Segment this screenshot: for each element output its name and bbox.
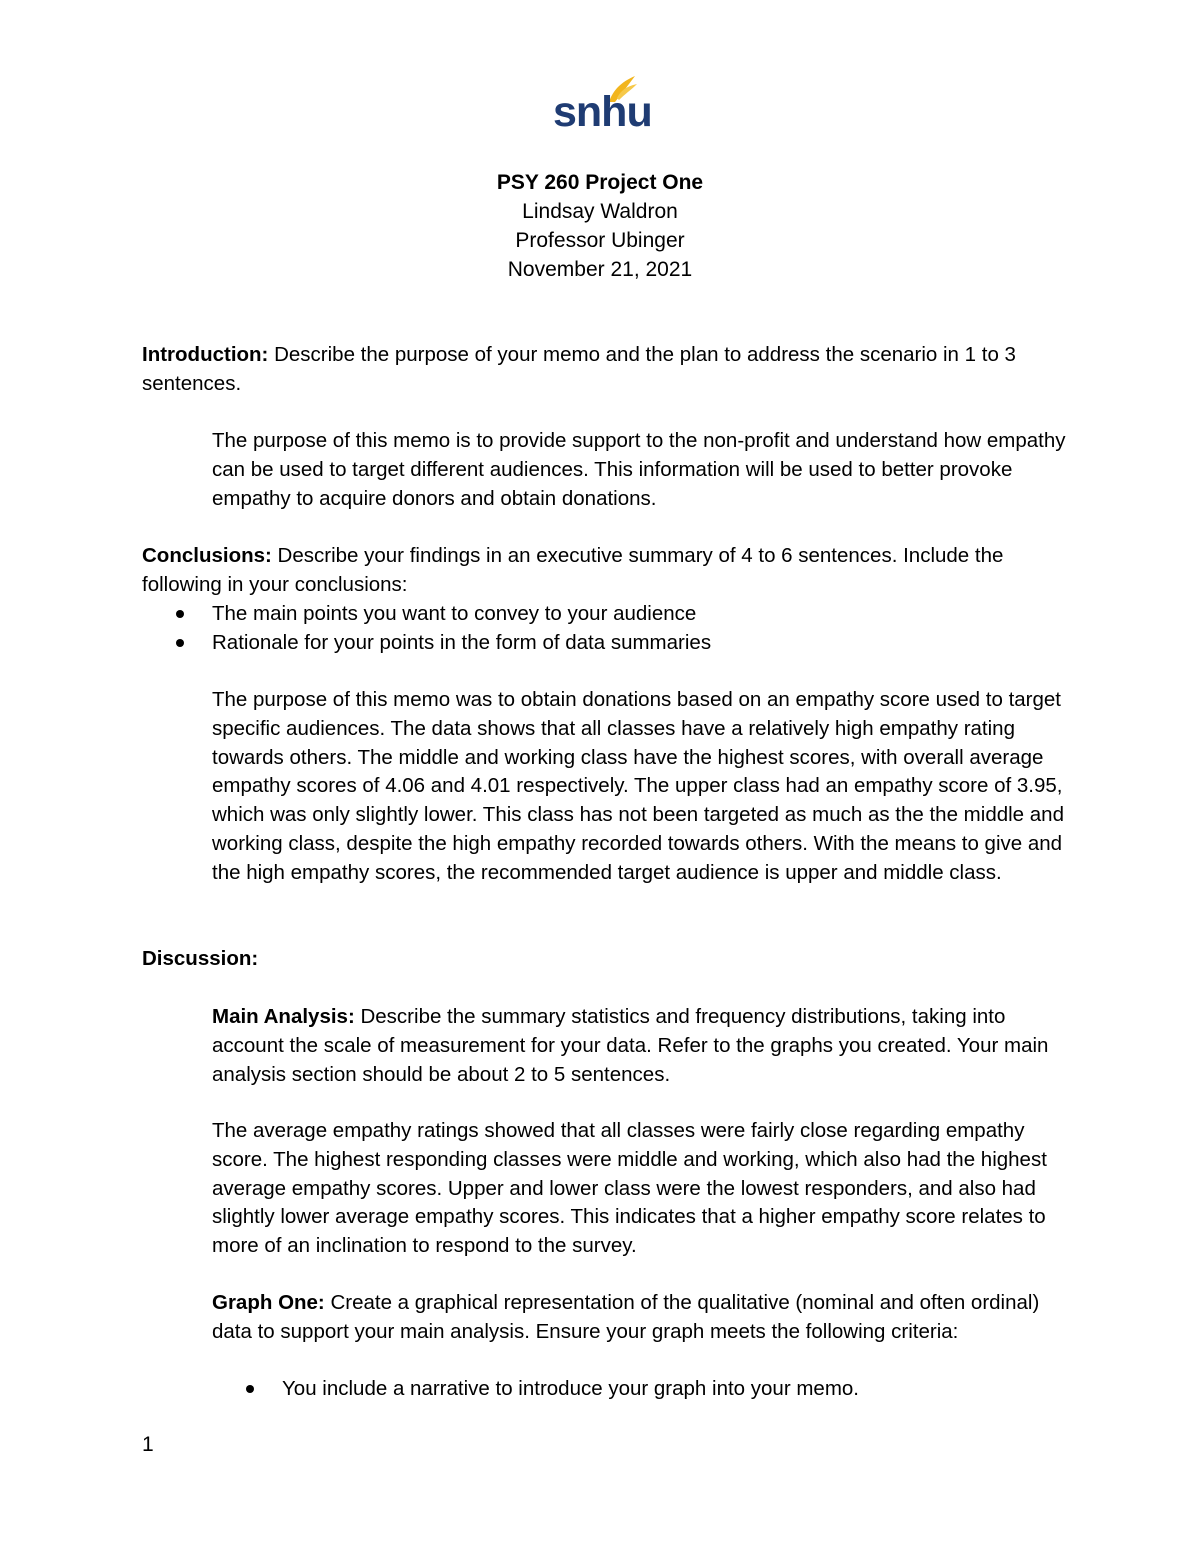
main-analysis-prompt — [212, 1003, 1072, 1089]
bullet-icon — [176, 639, 184, 647]
graph-one-prompt — [212, 1289, 1072, 1347]
conclusions-response: The purpose of this memo was to obtain donations based on an empathy score used to target specific audiences. The data shows that all classes have a relatively high empathy rating towards others. The middle and working class have the highest scores, with overall average empathy scores of 4.06 and 4.01 respectively. The upper class had an empathy score of 3.95, which was only slightly lower. This class has not been targeted as much as the the middle and working class, despite the high empathy recorded towards others. With the means to give and the high empathy scores, the recommended target audience is upper and middle class. — [212, 688, 1064, 884]
introduction-label: Introduction: — [142, 343, 269, 366]
discussion-heading: Discussion: — [142, 947, 259, 970]
conclusions-prompt-text: Describe your findings in an executive summary of 4 to 6 sentences. Include the following in your conclusions: — [142, 544, 1004, 596]
professor-name: Professor Ubinger — [515, 229, 685, 252]
author-name: Lindsay Waldron — [522, 200, 678, 223]
snhu-logo — [553, 72, 652, 136]
graph-one-label: Graph One: — [212, 1291, 325, 1314]
list-item: You include a narrative to introduce your graph into your memo. — [242, 1375, 1072, 1404]
conclusions-bullet-list — [172, 600, 1072, 658]
bullet-icon — [246, 1385, 254, 1393]
introduction-prompt-text: Describe the purpose of your memo and the plan to address the scenario in 1 to 3 sentences. — [142, 343, 1016, 395]
page-number: 1 — [142, 1433, 154, 1456]
logo-wordmark: snhu — [553, 88, 652, 136]
document-date: November 21, 2021 — [507, 258, 693, 281]
main-analysis-response: The average empathy ratings showed that all classes were fairly close regarding empathy score. The highest responding classes were middle and working, which also had the highest average empathy scores. Upper and lower class were the lowest responders, and also had slightly lower average empathy scores. This indicates that a higher empathy score relates to more of an inclination to respond to the survey. — [212, 1119, 1047, 1258]
bullet-icon — [176, 610, 184, 618]
document-title: PSY 260 Project One — [496, 171, 704, 194]
introduction-response: The purpose of this memo is to provide support to the non-profit and understand how empathy can be used to target different audiences. This information will be used to better provoke empathy to acquire donors and obtain donations. — [212, 429, 1066, 510]
document-header — [0, 168, 1200, 284]
conclusions-prompt — [142, 542, 1072, 600]
main-analysis-label: Main Analysis: — [212, 1005, 355, 1028]
conclusions-label: Conclusions: — [142, 544, 272, 567]
main-analysis-prompt-text: Describe the summary statistics and frequency distributions, taking into account the scale of measurement for your data. Refer to the graphs you created. Your main analysis section should be about 2 to 5 sentences. — [212, 1005, 1049, 1086]
introduction-prompt — [142, 341, 1072, 399]
list-item: Rationale for your points in the form of data summaries — [172, 629, 1072, 658]
list-item: The main points you want to convey to your audience — [172, 600, 1072, 629]
graph-one-prompt-text: Create a graphical representation of the qualitative (nominal and often ordinal) data to support your main analysis. Ensure your graph meets the following criteria: — [212, 1291, 1040, 1343]
graph-one-bullet-list — [242, 1375, 1072, 1404]
